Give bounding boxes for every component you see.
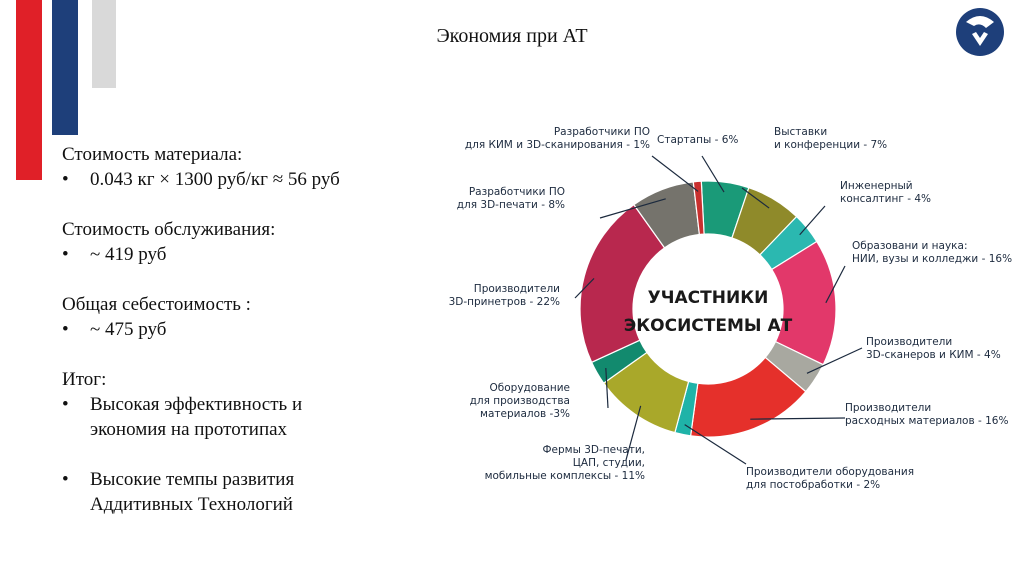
bullet-icon: • (62, 169, 69, 190)
section-total-cost (62, 292, 382, 342)
leader-line (800, 206, 825, 235)
bullet-icon: • (62, 394, 69, 415)
section-material-cost (62, 142, 382, 192)
section-heading: Стоимость материала: (62, 144, 243, 165)
bullet-item (62, 392, 382, 442)
section-heading: Итог: (62, 369, 107, 390)
donut-hole (633, 234, 783, 384)
bullet-item (62, 167, 382, 192)
bullet-text: Высокая эффективность и экономия на прототипах (90, 394, 303, 440)
navy-stripe (52, 0, 78, 135)
section-heading: Общая себестоимость : (62, 294, 251, 315)
segment-label: Образовани и наука: НИИ, вузы и колледжи - 16% (852, 240, 1013, 265)
bullet-text: ~ 419 руб (90, 244, 167, 265)
segment-label: Производители оборудования для постобработки - 2% (746, 466, 915, 491)
segment-label: Стартапы - 6% (657, 134, 739, 146)
segment-label: Выставки и конференции - 7% (774, 126, 888, 151)
segment-label: Разработчики ПО для 3D-печати - 8% (456, 186, 565, 211)
segment-label: Фермы 3D-печати, ЦАП, студии, мобильные комплексы - 11% (484, 444, 645, 482)
bullet-item (62, 317, 382, 342)
segment-label: Производители 3D-принетров - 22% (448, 283, 560, 308)
text-content (62, 142, 382, 517)
company-logo-icon (946, 0, 1010, 64)
section-heading: Стоимость обслуживания: (62, 219, 276, 240)
bullet-text: ~ 475 руб (90, 319, 167, 340)
segment-label: Разработчики ПО для КИМ и 3D-сканирования - 1% (464, 126, 650, 151)
bullet-icon: • (62, 319, 69, 340)
section-service-cost (62, 217, 382, 267)
center-label: УЧАСТНИКИ (647, 288, 769, 308)
bullet-icon: • (62, 244, 69, 265)
bullet-text: 0.043 кг × 1300 руб/кг ≈ 56 руб (90, 169, 340, 190)
bullet-item (62, 242, 382, 267)
segment-label: Инженерный консалтинг - 4% (840, 180, 931, 205)
section-summary (62, 367, 382, 517)
bullet-icon: • (62, 469, 69, 490)
slide-title: Экономия при АТ (436, 25, 588, 47)
segment-label: Производители расходных материалов - 16% (845, 402, 1009, 427)
bullet-text: Высокие темпы развития Аддитивных Технологий (90, 469, 295, 515)
center-label: ЭКОСИСТЕМЫ АТ (623, 316, 793, 336)
segment-label: Оборудование для производства материалов -3% (469, 382, 570, 420)
bullet-item (62, 467, 382, 517)
segment-label: Производители 3D-сканеров и КИМ - 4% (866, 336, 1001, 361)
